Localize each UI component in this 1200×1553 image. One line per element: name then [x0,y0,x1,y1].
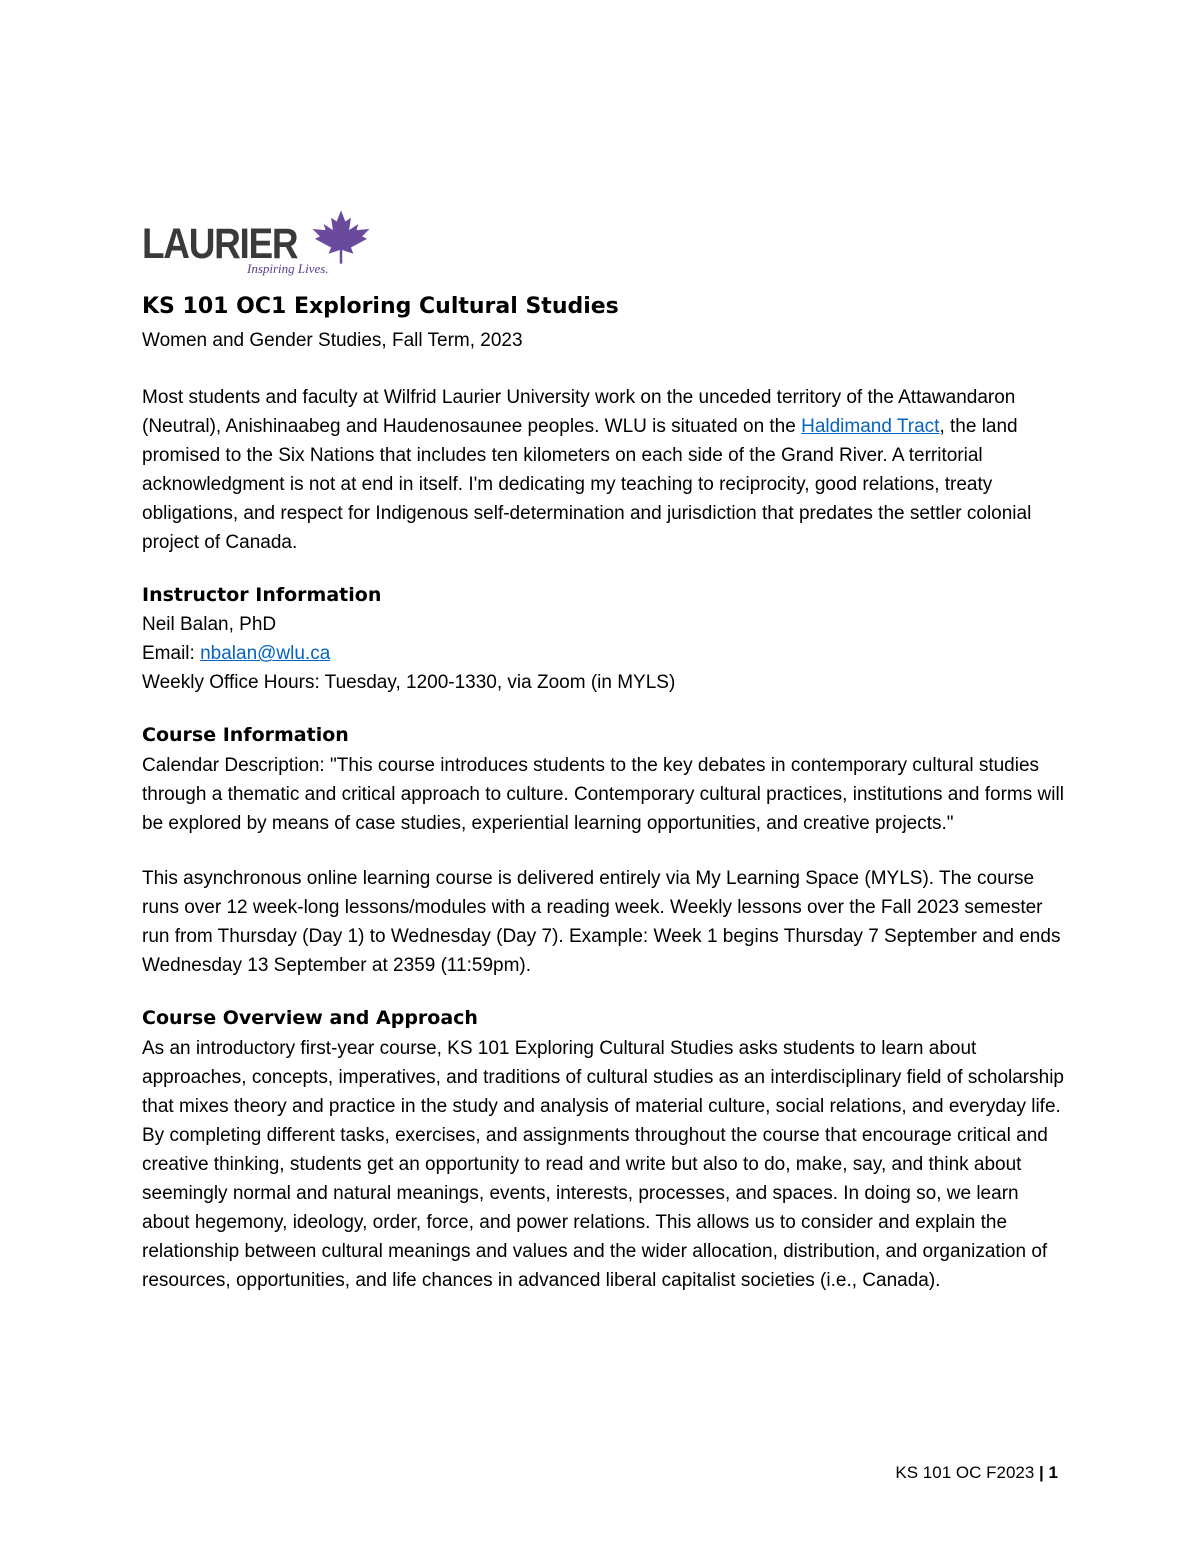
land-ack-text-end: , the land promised to the Six Nations that includes ten kilometers on each side of the Grand River. A territorial acknowledgment is not at end in itself. I'm dedicating my teaching to reciprocity, good relations, treaty obligations, and respect for Indigenous self-determination and jurisdiction that predates the settler colonial project of Canada. [142,415,1032,553]
instructor-heading: Instructor Information [142,583,382,606]
land-ack-text-start: Most students and faculty at Wilfrid Laurier University work on the unceded territory of the Attawandaron (Neutral), Anishinaabeg and Haudenosaunee peoples. WLU is situated on the [142,386,1016,437]
footer-label: KS 101 OC F2023 [895,1463,1035,1482]
overview-text: As an introductory first-year course, KS 101 Exploring Cultural Studies asks students to learn about approaches, concepts, imperatives, and traditions of cultural studies as an interdisciplinary field of scholarship that mixes theory and practice in the study and analysis of material culture, social relations, and everyday life. By completing different tasks, exercises, and assignments throughout the course that encourage critical and creative thinking, students get an opportunity to read and write but also to do, make, say, and think about seemingly normal and natural meanings, events, interests, processes, and spaces. In doing so, we learn about hegemony, ideology, order, force, and power relations. This allows us to consider and explain the relationship between cultural meanings and values and the wider allocation, distribution, and organization of resources, opportunities, and life chances in advanced liberal capitalist societies (i.e., Canada). [142,1037,1064,1291]
course-info-heading: Course Information [142,724,349,747]
delivery-description: This asynchronous online learning course is delivered entirely via My Learning Space (MYLS). The course runs over 12 week-long lessons/modules with a reading week. Weekly lessons over the Fall 2023 semester run from Thursday (Day 1) to Wednesday (Day 7). Example: Week 1 begins Thursday 7 September and ends Wednesday 13 September at 2359 (11:59pm). [142,867,1061,976]
instructor-name: Neil Balan, PhD [142,614,277,636]
instructor-email-line [142,639,1067,668]
overview-heading: Course Overview and Approach [142,1006,478,1029]
page-footer [895,1463,1058,1483]
calendar-description: Calendar Description: "This course introduces students to the key debates in contemporary cultural studies through a thematic and critical approach to culture. Contemporary cultural practices, institutions and forms will be explored by means of case studies, experiential learning opportunities, and creative projects." [142,754,1064,834]
logo-tagline: Inspiring Lives. [247,261,329,276]
course-subtitle: Women and Gender Studies, Fall Term, 2023 [142,329,523,351]
office-hours: Weekly Office Hours: Tuesday, 1200-1330, via Zoom (in MYLS) [142,672,676,694]
footer-separator: | [1034,1463,1049,1482]
document-page [142,205,1067,1295]
email-label: Email: [142,643,201,665]
course-title: KS 101 OC1 Exploring Cultural Studies [142,294,619,319]
laurier-logo [142,205,382,277]
land-acknowledgement [142,383,1067,557]
maple-leaf-icon [310,209,372,265]
instructor-email-link[interactable]: nbalan@wlu.ca [200,643,331,665]
page-number: 1 [1048,1463,1058,1482]
haldimand-tract-link[interactable]: Haldimand Tract [801,415,940,437]
logo-wordmark: LAURIER [142,220,298,268]
